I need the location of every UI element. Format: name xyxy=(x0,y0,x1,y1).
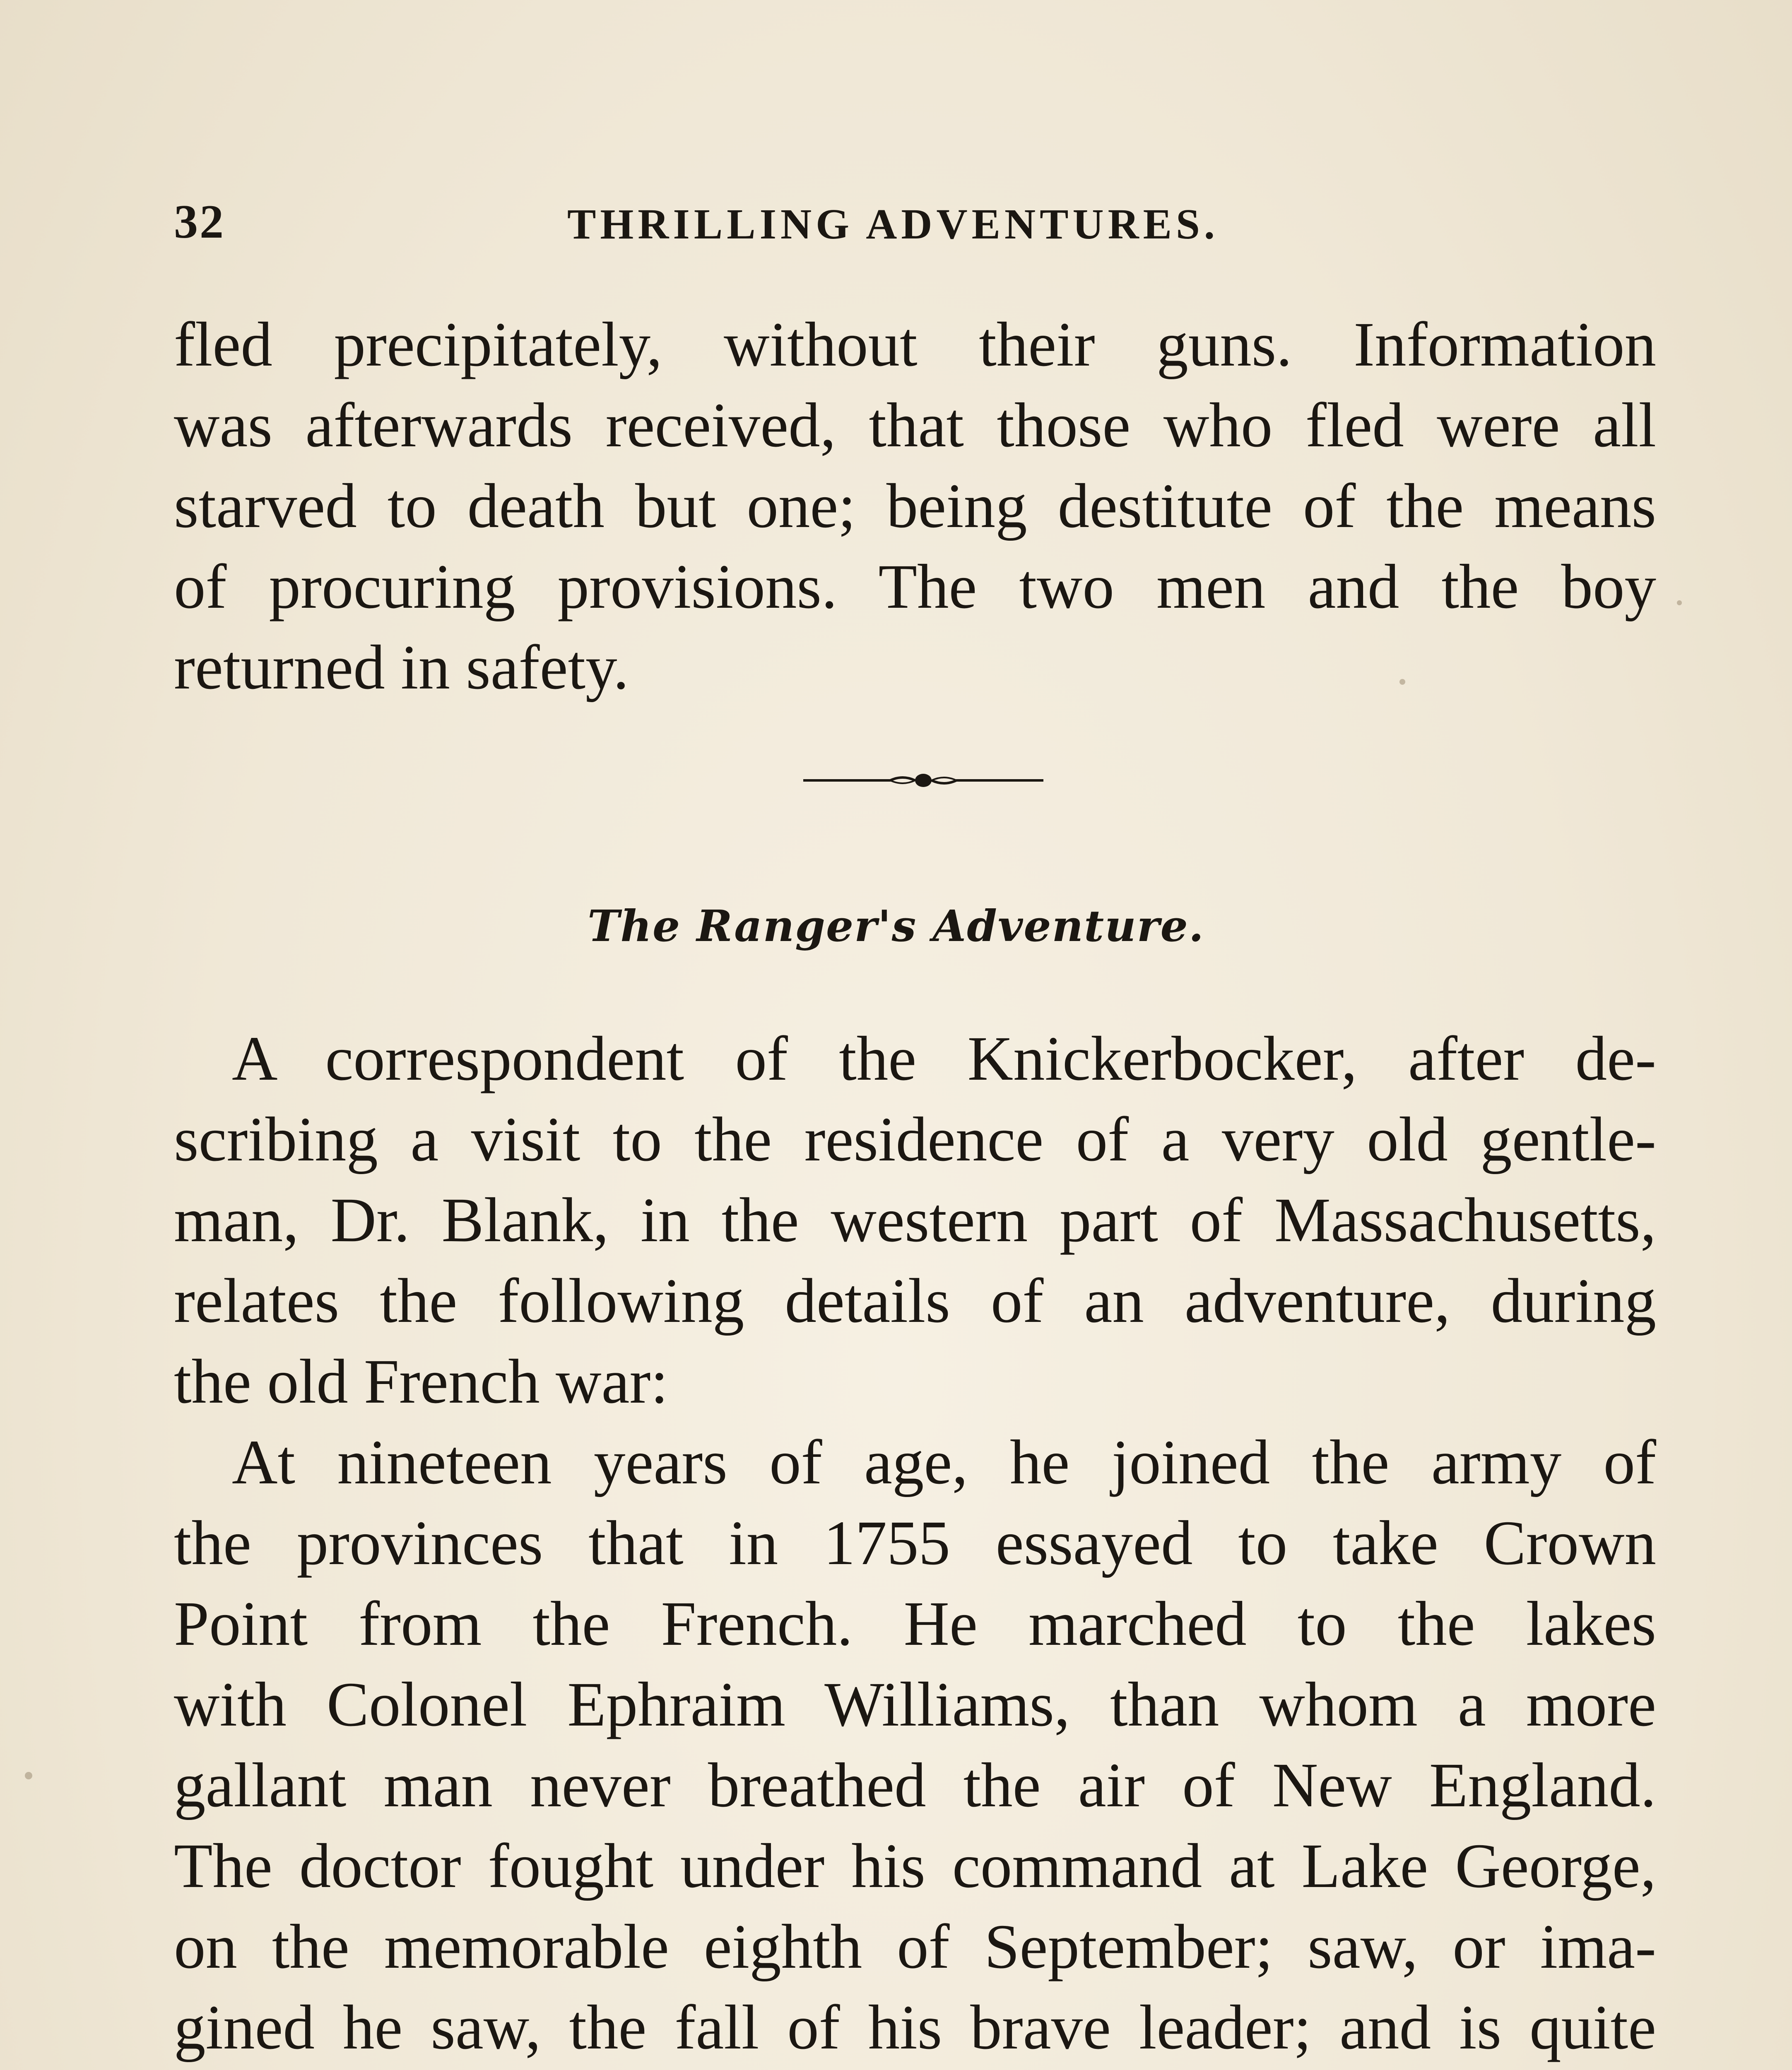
text-line: relates the following details of an adventure, during xyxy=(174,1266,1656,1336)
text-line: fled precipitately, without their guns. Information xyxy=(174,310,1656,380)
text-line: starved to death but one; being destitute of the means xyxy=(174,471,1656,541)
text-line: At nineteen years of age, he joined the army of xyxy=(232,1427,1656,1497)
page-number: 32 xyxy=(174,195,225,248)
text-line: Point from the French. He marched to the lakes xyxy=(174,1589,1656,1659)
text-line: gined he saw, the fall of his brave leader; and is quite xyxy=(174,1993,1656,2063)
text-line: man, Dr. Blank, in the western part of Massachusetts, xyxy=(174,1185,1656,1255)
paper-speck xyxy=(25,1772,32,1779)
text-line: the old French war: xyxy=(174,1347,668,1417)
text-line: A correspondent of the Knickerbocker, after de- xyxy=(232,1024,1656,1094)
running-head: THRILLING ADVENTURES. xyxy=(567,200,1219,248)
text-line xyxy=(174,2068,1656,2070)
page-header xyxy=(174,195,1656,253)
text-line: was afterwards received, that those who fled were all xyxy=(174,390,1656,460)
text-line: scribing a visit to the residence of a very old gentle- xyxy=(174,1105,1656,1175)
paper-speck xyxy=(1399,679,1405,685)
ornamental-divider xyxy=(799,768,1048,793)
text-line: the provinces that in 1755 essayed to take Crown xyxy=(174,1508,1656,1578)
text-line: The doctor fought under his command at Lake George, xyxy=(174,1831,1656,1901)
text-line: on the memorable eighth of September; saw, or ima- xyxy=(174,1912,1656,1982)
text-line: with Colonel Ephraim Williams, than whom a more xyxy=(174,1670,1656,1740)
text-line: of procuring provisions. The two men and the boy xyxy=(174,552,1656,622)
text-line: gallant man never breathed the air of New England. xyxy=(174,1750,1656,1820)
text-line: returned in safety. xyxy=(174,633,629,703)
paper-speck xyxy=(1677,600,1682,605)
section-title: The Ranger's Adventure. xyxy=(588,900,1204,951)
